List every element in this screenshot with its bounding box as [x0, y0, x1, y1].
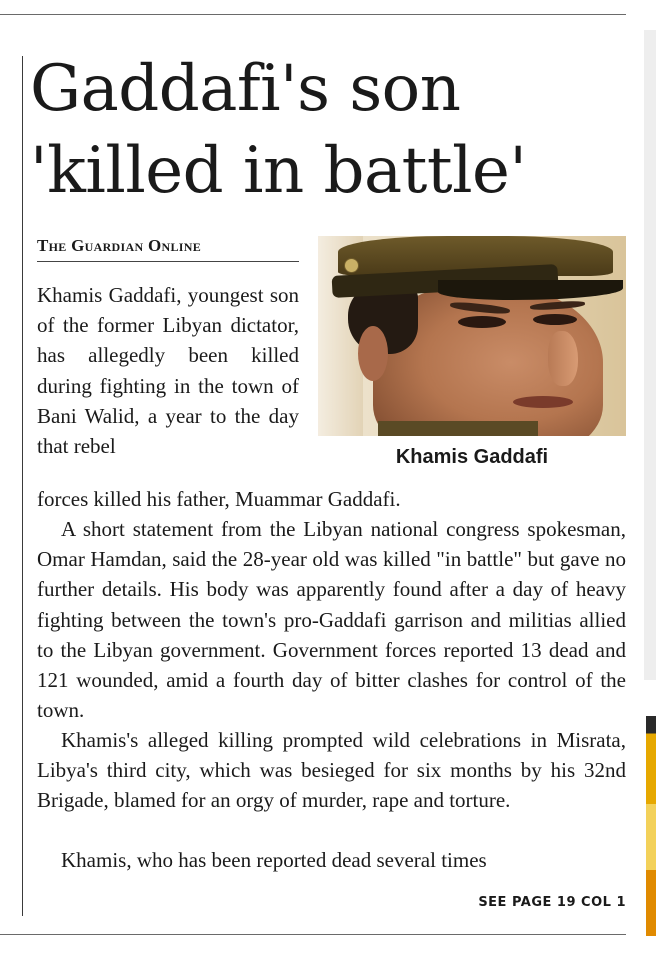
headline: Gaddafi's son 'killed in battle' — [30, 52, 527, 208]
paragraph-2: A short statement from the Libyan national congress spokesman, Omar Hamdan, said the 28-year old was killed "in battle" but gave no further details. His body was apparently found after a day of heavy fighting between the town's pro-Gaddafi garrison and militias allied to the Libyan government. Government forces reported 13 dead and 121 wounded, amid a fourth day of bitter clashes for control of the town. — [37, 517, 626, 723]
photo-nose — [548, 331, 578, 386]
paragraph-3: Khamis's alleged killing prompted wild celebrations in Misrata, Libya's third city, which was besieged for six months by his 32nd Brigade, blamed for an orgy of murder, rape and torture. — [37, 728, 626, 813]
photo-mouth — [513, 396, 573, 408]
photo-eye — [458, 316, 506, 328]
column-rule — [22, 56, 23, 916]
paragraph-4: Khamis, who has been reported dead several times — [61, 848, 487, 872]
photo-collar — [378, 421, 538, 436]
top-rule — [0, 14, 626, 15]
photo-eye — [533, 314, 577, 325]
paragraph-1: Khamis Gaddafi, youngest son of the former Libyan dictator, has allegedly been killed during fighting in the town of Bani Walid, a year to the day that rebel — [37, 283, 299, 459]
adjacent-column-edge — [644, 30, 656, 680]
cap-badge-icon — [344, 258, 359, 273]
photo-ear — [358, 326, 388, 381]
continuation-reference: SEE PAGE 19 COL 1 — [478, 895, 626, 910]
photo-cap-visor — [438, 280, 623, 300]
adjacent-ad-edge — [646, 716, 656, 936]
photo-caption: Khamis Gaddafi — [395, 446, 549, 468]
portrait-photo — [318, 236, 626, 436]
bottom-rule — [0, 934, 626, 935]
paragraph-1-continued: forces killed his father, Muammar Gaddafi. — [37, 487, 401, 511]
byline: The Guardian Online — [37, 236, 299, 262]
